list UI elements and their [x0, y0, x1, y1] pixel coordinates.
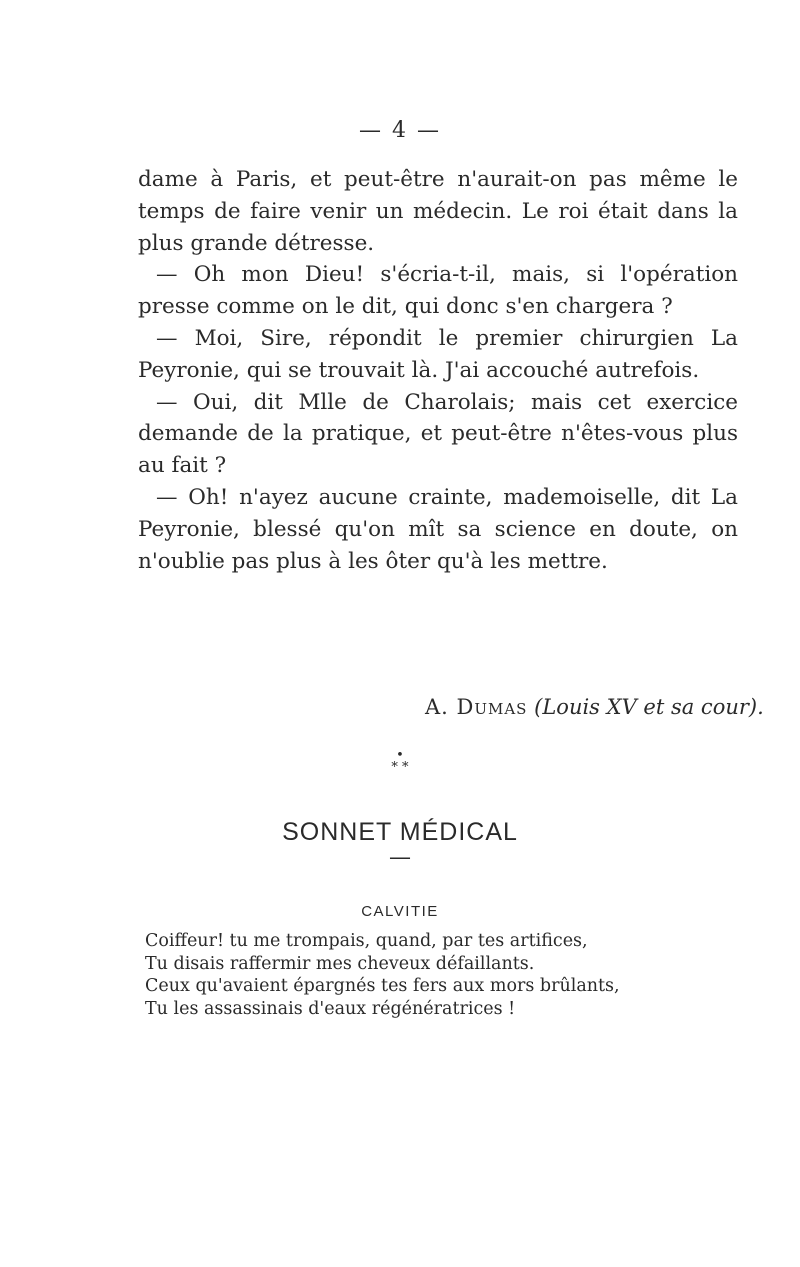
prose-paragraph: — Oh! n'ayez aucune crainte, mademoiselle, dit La Peyronie, blessé qu'on mît sa science en doute, on n'oublie pas plus à les ôter qu'à les mettre.: [138, 484, 738, 574]
attribution-source: (Louis XV et sa cour).: [534, 695, 764, 719]
poem-verses: [145, 930, 620, 1020]
poem-divider: —: [389, 845, 411, 870]
poem-subtitle: CALVITIE: [361, 903, 439, 920]
page-number: — 4 —: [359, 118, 441, 143]
attribution: [425, 695, 764, 719]
prose-paragraph: — Oh mon Dieu! s'écria-t-il, mais, si l'opération presse comme on le dit, qui donc s'en chargera ?: [138, 262, 738, 320]
prose-paragraph: — Oui, dit Mlle de Charolais; mais cet exercice demande de la pratique, et peut-être n'êtes-vous plus au fait ?: [138, 389, 738, 479]
prose-paragraph: — Moi, Sire, répondit le premier chirurgien La Peyronie, qui se trouvait là. J'ai accouché autrefois.: [138, 325, 738, 383]
poem-verse: Ceux qu'avaient épargnés tes fers aux mors brûlants,: [145, 976, 620, 996]
poem-verse: Tu les assassinais d'eaux régénératrices !: [145, 998, 516, 1019]
poem-verse: Tu disais raffermir mes cheveux défaillants.: [145, 953, 535, 974]
poem-verse: Coiffeur! tu me trompais, quand, par tes artifices,: [145, 931, 588, 951]
ornament-top: •: [396, 748, 404, 763]
ornament-bottom: * *: [391, 760, 409, 775]
prose-paragraph: dame à Paris, et peut-être n'aurait-on pas même le temps de faire venir un médecin. Le roi était dans la plus grande détresse.: [138, 167, 738, 256]
section-ornament: [0, 750, 800, 774]
prose-excerpt: [138, 164, 738, 577]
attribution-author: A. Dumas: [425, 695, 528, 719]
poem-title: SONNET MÉDICAL: [282, 818, 518, 846]
